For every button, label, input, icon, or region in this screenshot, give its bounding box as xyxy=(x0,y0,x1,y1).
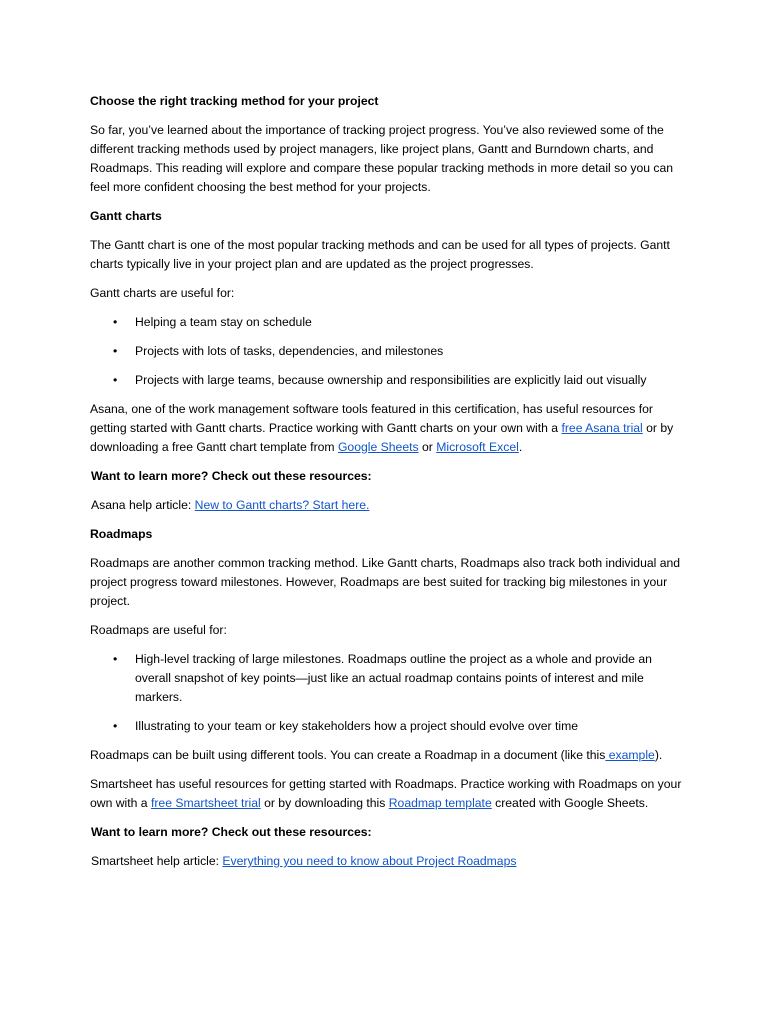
list-item xyxy=(90,313,682,332)
document-title: Choose the right tracking method for your project xyxy=(90,94,379,108)
bullet-icon: • xyxy=(113,315,118,329)
asana-text: or by downloading a free Gantt chart template from xyxy=(90,421,674,454)
smartsheet-paragraph xyxy=(90,775,682,813)
gantt-help-article-link[interactable]: New to Gantt charts? Start here. xyxy=(194,498,370,512)
bullet-icon: • xyxy=(113,344,118,358)
document-body xyxy=(90,92,682,881)
gantt-learn-more-heading: Want to learn more? Check out these resources: xyxy=(91,469,372,483)
list-item-text: Projects with large teams, because ownership and responsibilities are explicitly laid out visually xyxy=(135,373,647,387)
list-item xyxy=(90,650,682,707)
roadmaps-bullet-list xyxy=(90,650,682,736)
gantt-bullet-list xyxy=(90,313,682,390)
asana-text: Asana, one of the work management software tools featured in this certification, has useful resources for getting started with Gantt charts. Practice working with Gantt charts on your own with a xyxy=(90,402,653,435)
tools-text: Roadmaps can be built using different tools. You can create a Roadmap in a document (like this xyxy=(90,748,606,762)
bullet-icon: • xyxy=(113,719,118,733)
list-item xyxy=(90,342,682,361)
gantt-heading: Gantt charts xyxy=(90,209,162,223)
bullet-icon: • xyxy=(113,373,118,387)
roadmaps-description: Roadmaps are another common tracking method. Like Gantt charts, Roadmaps also track both individual and project progress toward milestones. However, Roadmaps are best suited for tracking big milestones in your project. xyxy=(90,556,681,608)
list-item-text: Illustrating to your team or key stakeholders how a project should evolve over time xyxy=(135,719,579,733)
tools-text: ). xyxy=(654,748,663,762)
roadmap-tools-paragraph xyxy=(90,746,682,765)
resource-label: Smartsheet help article: xyxy=(91,854,223,868)
roadmaps-useful-for: Roadmaps are useful for: xyxy=(90,623,227,637)
smartsheet-text: or by downloading this xyxy=(260,796,389,810)
list-item-text: Projects with lots of tasks, dependencies, and milestones xyxy=(135,344,444,358)
smartsheet-text: created with Google Sheets. xyxy=(491,796,649,810)
gantt-useful-for: Gantt charts are useful for: xyxy=(90,286,235,300)
asana-text: . xyxy=(518,440,523,454)
gantt-description: The Gantt chart is one of the most popular tracking methods and can be used for all types of projects. Gantt charts typically live in your project plan and are updated as the project progresses. xyxy=(90,238,670,271)
asana-trial-link[interactable]: free Asana trial xyxy=(561,421,643,435)
roadmaps-help-article-link[interactable]: Everything you need to know about Project Roadmaps xyxy=(222,854,517,868)
list-item-text: Helping a team stay on schedule xyxy=(135,315,312,329)
asana-paragraph xyxy=(90,400,682,457)
roadmap-template-link[interactable]: Roadmap template xyxy=(388,796,492,810)
asana-text: or xyxy=(418,440,437,454)
list-item xyxy=(90,371,682,390)
microsoft-excel-link[interactable]: Microsoft Excel xyxy=(436,440,519,454)
list-item xyxy=(90,717,682,736)
google-sheets-link[interactable]: Google Sheets xyxy=(337,440,419,454)
smartsheet-trial-link[interactable]: free Smartsheet trial xyxy=(150,796,261,810)
gantt-resource xyxy=(90,496,682,515)
roadmaps-resource xyxy=(90,852,682,871)
smartsheet-text: Smartsheet has useful resources for getting started with Roadmaps. Practice working with Roadmaps on your own with a xyxy=(90,777,682,810)
intro-paragraph: So far, you’ve learned about the importance of tracking project progress. You’ve also reviewed some of the different tracking methods used by project managers, like project plans, Gantt and Burndown charts, and Roadmaps. This reading will explore and compare these popular tracking methods in more detail so you can feel more confident choosing the best method for your projects. xyxy=(90,123,674,194)
list-item-text: High-level tracking of large milestones. Roadmaps outline the project as a whole and provide an overall snapshot of key points—just like an actual roadmap contains points of interest and mile markers. xyxy=(135,652,652,704)
bullet-icon: • xyxy=(113,652,118,666)
roadmaps-heading: Roadmaps xyxy=(90,527,153,541)
resource-label: Asana help article: xyxy=(91,498,195,512)
roadmap-example-link[interactable]: example xyxy=(605,748,655,762)
roadmaps-learn-more-heading: Want to learn more? Check out these resources: xyxy=(91,825,372,839)
